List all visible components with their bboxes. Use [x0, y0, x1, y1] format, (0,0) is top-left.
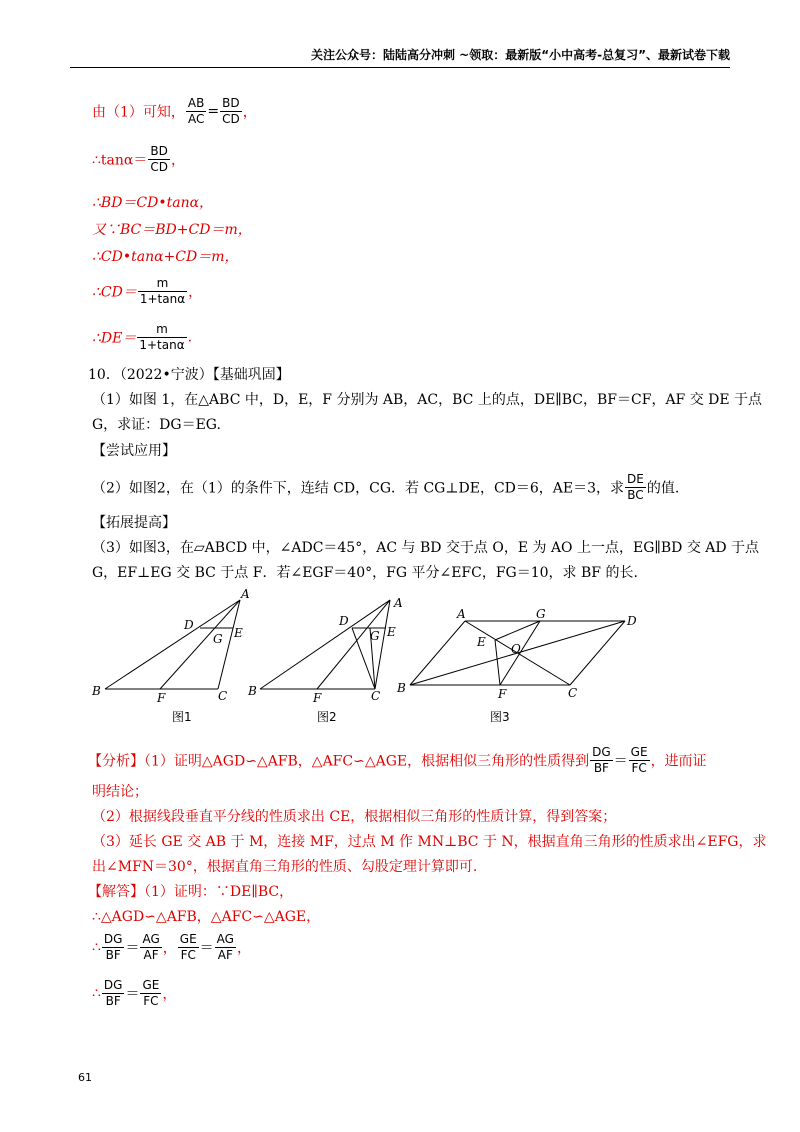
- sol-line-3: ∴BD＝CD•tanα，: [92, 195, 214, 211]
- fig3-label-o: O: [511, 642, 521, 656]
- equals: ＝: [199, 940, 214, 957]
- frac-den: CD: [150, 160, 168, 174]
- answer-line-3: [92, 932, 251, 963]
- fig2-caption: 图2: [317, 710, 337, 724]
- frac-num: m: [138, 276, 187, 292]
- sol-line-7: [92, 322, 192, 353]
- fraction-bd-cd: [148, 144, 170, 175]
- fig1-label-f: F: [157, 691, 166, 705]
- fig3-label-e: E: [477, 635, 486, 649]
- frac-den: BF: [105, 948, 121, 962]
- fraction-ge-fc: [140, 978, 161, 1009]
- question-part-3: （3）如图3，在▱ABCD 中，∠ADC＝45°，AC 与 BD 交于点 O，E 为 AO 上一点，EG∥BD 交 AD 于点: [92, 540, 760, 556]
- fig2-label-g: G: [370, 629, 380, 643]
- fraction-m-over: [138, 276, 187, 307]
- fraction-dg-bf: [102, 932, 125, 963]
- fraction-bd-cd: [220, 96, 242, 127]
- fig2-label-d: D: [339, 614, 349, 628]
- frac-num: DE: [627, 472, 644, 486]
- frac-num: DG: [103, 978, 123, 992]
- sol-line-4: 又∵BC＝BD+CD＝m，: [92, 222, 252, 238]
- sol-line-6: [92, 276, 202, 307]
- geometry-figures: [80, 585, 680, 725]
- fraction-ge-fc: [629, 745, 650, 776]
- frac-den: 1+tanα: [139, 338, 185, 352]
- fig2-label-f: F: [313, 691, 322, 705]
- equals: ＝: [125, 986, 140, 1003]
- answer-line-2: ∴△AGD∽△AFB，△AFC∽△AGE，: [92, 909, 321, 925]
- frac-den: AF: [217, 948, 233, 962]
- fraction-ab-ac: [186, 96, 206, 127]
- analysis-line-1: [88, 745, 707, 776]
- therefore: ∴: [92, 985, 101, 1002]
- frac-num: BD: [220, 96, 242, 112]
- analysis-line-1-end: ，进而证: [650, 753, 707, 770]
- fig3-line-ab: [410, 621, 465, 685]
- frac-den: AF: [143, 948, 159, 962]
- fraction-ge-fc: [178, 932, 199, 963]
- section-heading-try: 【尝试应用】: [92, 443, 176, 459]
- fig3-label-a: A: [457, 607, 466, 621]
- fig1-caption: 图1: [172, 710, 192, 724]
- punct: ，: [170, 152, 185, 169]
- question-part-2-text: （2）如图2，在（1）的条件下，连结 CD，CG．若 CG⊥DE，CD＝6，AE＝3，求: [92, 480, 625, 497]
- analysis-line-1-text: 【分析】（1）证明△AGD∽△AFB，△AFC∽△AGE，根据相似三角形的性质得到: [88, 753, 590, 770]
- frac-den: FC: [631, 761, 647, 775]
- fig2-label-e: E: [387, 625, 396, 639]
- sol-line-1: [92, 96, 257, 127]
- fraction-m-over: [137, 322, 186, 353]
- frac-num: AG: [216, 932, 234, 946]
- fig3-line-ef: [495, 640, 500, 685]
- fig3-line-cd: [570, 621, 625, 685]
- frac-num: DG: [103, 932, 123, 946]
- frac-num: GE: [142, 978, 160, 992]
- fig3-label-f: F: [498, 687, 507, 701]
- punct: ，: [242, 104, 257, 121]
- fig1-label-e: E: [234, 626, 243, 640]
- answer-line-4: [92, 978, 176, 1009]
- fig1-label-c: C: [218, 689, 228, 703]
- fig2-line-af: [317, 600, 390, 689]
- frac-num: GE: [179, 932, 197, 946]
- fraction-dg-bf: [590, 745, 613, 776]
- question-part-1b: G，求证：DG＝EG.: [92, 417, 221, 433]
- fig3-label-b: B: [397, 681, 406, 695]
- question-part-2-end: 的值.: [646, 480, 680, 497]
- fig3-label-d: D: [627, 614, 637, 628]
- question-part-2: [92, 472, 679, 503]
- equals: ＝: [613, 753, 628, 770]
- sol-line-7-prefix: ∴DE＝: [92, 330, 137, 347]
- frac-den: BF: [105, 994, 121, 1008]
- frac-num: GE: [630, 745, 648, 759]
- frac-den: CD: [222, 112, 240, 126]
- punct: .: [187, 329, 193, 346]
- frac-num: AB: [187, 96, 205, 110]
- analysis-line-2: （2）根据线段垂直平分线的性质求出 CE，根据相似三角形的性质计算，得到答案；: [92, 809, 617, 825]
- punct: ，: [162, 986, 177, 1003]
- frac-num: BD: [148, 144, 170, 160]
- fig1-label-d: D: [184, 618, 194, 632]
- frac-num: AG: [142, 932, 160, 946]
- sol-line-1-prefix: 由（1）可知，: [92, 104, 185, 121]
- question-title: 10．（2022•宁波）【基础巩固】: [88, 367, 290, 383]
- frac-den: FC: [180, 948, 196, 962]
- fig2-label-a: A: [394, 596, 403, 610]
- equals: =: [207, 103, 220, 120]
- fig1-label-a: A: [241, 587, 250, 601]
- fraction-ag-af: [140, 932, 161, 963]
- therefore: ∴: [92, 939, 101, 956]
- frac-den: AC: [187, 112, 205, 126]
- fraction-de-bc: [625, 472, 646, 503]
- answer-line-1: 【解答】（1）证明：∵DE∥BC，: [88, 884, 294, 900]
- sol-line-6-prefix: ∴CD＝: [92, 284, 137, 301]
- question-part-1: （1）如图 1，在△ABC 中，D，E，F 分别为 AB，AC，BC 上的点，DE∥BC，BF＝CF，AF 交 DE 于点: [92, 392, 763, 408]
- frac-den: BC: [627, 488, 644, 502]
- punct: ，: [162, 940, 177, 957]
- analysis-line-1b: 明结论；: [92, 784, 148, 800]
- fraction-dg-bf: [102, 978, 125, 1009]
- fig3-caption: 图3: [490, 710, 510, 724]
- fig2-line-ac: [375, 600, 390, 689]
- analysis-line-3: （3）延长 GE 交 AB 于 M，连接 MF，过点 M 作 MN⊥BC 于 N，根据直角三角形的性质求出∠EFG，求: [92, 834, 767, 850]
- page-header: 关注公众号：陆陆高分冲刺 ~领取：最新版“小中高考-总复习”、最新试卷下载: [70, 46, 730, 68]
- punct: ，: [188, 284, 203, 301]
- question-part-3b: G，EF⊥EG 交 BC 于点 F．若∠EGF＝40°，FG 平分∠EFC，FG＝10，求 BF 的长.: [92, 565, 638, 581]
- section-heading-extend: 【拓展提高】: [92, 515, 176, 531]
- fig2-label-b: B: [248, 684, 257, 698]
- equals: ＝: [125, 940, 140, 957]
- fig1-label-b: B: [92, 684, 101, 698]
- fig3-label-g: G: [536, 607, 546, 621]
- frac-den: BF: [593, 761, 609, 775]
- frac-num: DG: [592, 745, 611, 759]
- analysis-line-3b: 出∠MFN＝30°，根据直角三角形的性质、勾股定理计算即可.: [92, 859, 478, 875]
- page-number: 61: [78, 1071, 92, 1084]
- fig2-label-c: C: [371, 689, 381, 703]
- fig3-line-eg: [495, 621, 540, 640]
- frac-den: FC: [143, 994, 159, 1008]
- fig3-label-c: C: [568, 686, 578, 700]
- sol-line-5: ∴CD•tanα+CD＝m，: [92, 249, 239, 265]
- fraction-ag-af: [215, 932, 236, 963]
- sol-line-2: [92, 144, 185, 175]
- frac-den: 1+tanα: [139, 292, 186, 306]
- punct: ，: [236, 940, 251, 957]
- frac-num: m: [137, 322, 186, 338]
- fig1-label-g: G: [213, 632, 223, 646]
- sol-line-2-prefix: ∴tanα＝: [92, 152, 148, 169]
